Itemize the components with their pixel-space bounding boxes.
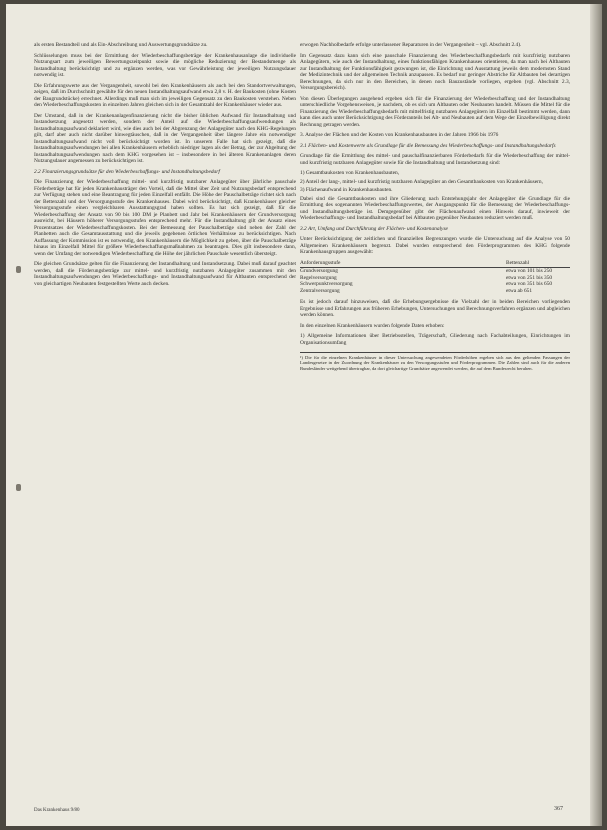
table-header: Bettenzahl bbox=[506, 260, 570, 268]
table-cell: Grundversorgung bbox=[300, 268, 338, 274]
list-item: 3) Flächenaufwand in Krankenhausbauten. bbox=[300, 187, 393, 193]
document-page bbox=[6, 4, 602, 826]
list-item: 1) Gesamtbaukosten von Krankenhausbauten, bbox=[300, 170, 400, 176]
paragraph: In den einzelnen Krankenhäusern wurden folgende Daten erhoben: bbox=[300, 322, 445, 329]
paragraph: Es ist jedoch darauf hinzuweisen, daß die Erhebungsergebnisse die Vielzahl der in beiden Bereichen vorliegenden Ergebnisse und Erfahrungen aus früheren Erhebungen, Untersuchungen und Berechnungsverfahren ergänzen und abgleichen werden können. bbox=[300, 299, 570, 318]
paragraph: Die Erfahrungswerte aus der Vergangenheit, sowohl bei den Krankenhäusern als auch bei den Standortverwaltungen, zeigen, daß im Durchschnitt gewählte für den neuen Instandhaltungsaufwand etwa 2,8 v. H. der Baukosten (ohne Kosten der Baugrundstücke) errechnet. Allerdings muß man sich im jeweiligen Gegensatz zu den Baukosten verstehen. Neben den Wiederbeschaffungskosten in einzelnen Jahren gleichen sich in der Gesamtzahl der Krankenhäuser wieder aus. bbox=[34, 82, 296, 108]
table-cell: etwa von 351 bis 650 bbox=[506, 281, 553, 287]
paragraph: Die gleichen Grundsätze gelten für die Finanzierung der Instandhaltung und Instandsetzung. Dabei muß darauf geachtet werden, daß die Förderungsbeträge zur mittel- und kurzfristig nutzbaren Anlagegüter zusammen mit den Instandhaltungsaufwendungen den Wiederbeschaffungs- und Instandhaltungsaufwand für Altbauten entsprechend der von gleichartigen Neubauten festgestellten Werte auch decken. bbox=[34, 261, 296, 287]
paragraph: Unter Berücksichtigung der zeitlichen und finanziellen Begrenzungen wurde die Untersuchung auf die Analyse von 50 Allgemeinen Krankenhäusern begrenzt. Dabei wurden entsprechend den Förderprogrammen des KHG folgende Krankenhausgruppen ausgewählt: bbox=[300, 236, 570, 255]
page-number: 367 bbox=[554, 806, 563, 812]
paragraph: Von diesen Überlegungen ausgehend ergeben sich für die Finanzierung der Wiederbeschaffung und der Instandhaltung unterschiedliche Vorgehensweisen, je nachdem, ob es sich um Altbauten oder Neubauten handelt. Müssen die Mittel für die Finanzierung des Wiederbeschaffungsbedarfs mit mittelfristig nutzbaren Anlagegütern im Einzelfall bestimmt werden, dann kann dies auch unter Berücksichtigung des Förderanteils bei Alt- und Neubauten auf dem Wege der Einzelbewilligung direkt Rechnung getragen werden. bbox=[300, 95, 570, 128]
table-cell: etwa von 101 bis 250 bbox=[506, 268, 553, 274]
table-cell: Schwerpunktversorgung bbox=[300, 281, 353, 287]
table-row bbox=[300, 288, 570, 295]
paragraph: 1) Allgemeine Informationen über Betriebsstellen, Trägerschaft, Gliederung nach Fachabteilungen, Einrichtungen im Organisationsumfang bbox=[300, 333, 570, 346]
list-item: 2) Anteil der lang-, mittel- und kurzfristig nutzbaren Anlagegüter an den Gesamtbaukosten von Krankenhäusern, bbox=[300, 178, 543, 185]
paragraph: Der Umstand, daß in der Krankenanlagenfinanzierung nicht die bisher üblichen Aufwand für Instandhaltung und Instandsetzung angesetzt werden, sondern der Anteil auf die Wiederbeschaffungsaufwendungen als Instandhaltungsaufwand deklariert wird, wie dies auch bei der Abgrenzung der Anlagegüter nach den KHG-Regelungen gilt, darf aber auch nicht darüber hinwegtäuschen, daß in der Vergangenheit über längere Jahre ein notwendiger Instandhaltungsaufwand nicht voll berücksichtigt worden ist. In unserem Falle hat sich gezeigt, daß die Instandhaltungsaufwendungen bei allen Krankenhäusern erheblich niedriger lagen als der Betrag, der zur Abgeltung der Instandhaltungsaufwendungen nach dem KHG vorgesehen ist – insbesondere in bei älteren Krankenanlagen deren Nutzungsdauer angemessen zu berücksichtigen ist. bbox=[34, 112, 296, 164]
footer-journal-name: Das Krankenhaus 9/80 bbox=[34, 808, 80, 813]
paragraph: Grundlage für die Ermittlung des mittel- und pauschalfinanzierbaren Förderbedarfs für die Wiederbeschaffung der mittel- und kurzfristig nutzbaren Anlagegüter sowie für die Instandhaltung und Instandsetzung sind: bbox=[300, 153, 570, 166]
table-header: Anforderungsstufe bbox=[300, 260, 506, 268]
paragraph: Die Finanzierung der Wiederbeschaffung mittel- und kurzfristig nutzbarer Anlagegüter über jährliche pauschale Förderbeträge hat für jeden Krankenhausträger den Vorteil, daß die Mittel über Zeit und Nutzungsbedarf entsprechend zur Verfügung stehen und eine Beantragung für jeden Einzelfall entfällt. Die Höhe der Pauschalbeträge richtet sich nach der Bettenzahl und der Versorgungsstufe des Krankenhauses. Dabei wird berücksichtigt, daß Krankenhäuser gleicher Versorgungsstufe einen vergleichbaren Ausstattungsgrad haben sollten. Es hat sich gezeigt, daß für die Wiederbeschaffung der Ansatz von 90 bis 100 DM je Planbett und Jahr bei Krankenhäusern der Grundversorgung ausreicht, bei Häusern höherer Versorgungsstufen entsprechend mehr. Für die Instandhaltung gilt der Ansatz eines Prozentsatzes der Wiederbeschaffungskosten. Bei der Bemessung der Pauschalbeträge sind neben der Zahl der Planbetten auch die Gesamtausstattung und die jeweils gegebenen örtlichen Verhältnisse zu berücksichtigen. Nach Auffassung der Kommission ist es notwendig, den Krankenhäusern die Möglichkeit zu geben, über die Pauschalbeträge hinaus im Einzelfall Mittel für größere Wiederbeschaffungsmaßnahmen zu beantragen. Dies gilt insbesondere dann, wenn der Umfang der notwendigen Wiederbeschaffung die Höhe der jährlichen Pauschale wesentlich übersteigt. bbox=[34, 179, 296, 257]
table-row bbox=[300, 268, 570, 275]
table-cell: Regelversorgung bbox=[300, 274, 337, 281]
paragraph: Schlüsselungen muss bei der Ermittlung der Wiederbeschaffungsbeträge der Krankenhausanlage die individuelle Nutzungsart zum jeweiligen Bewertungszeitpunkt sowie die mögliche Reduzierung der Bestandsmenge als Instandhaltung berücksichtigt und zu ergänzen werden, was vor Gewährleistung der jeweiligen Nutzungsdauer notwendig ist. bbox=[34, 52, 296, 78]
numbered-list bbox=[300, 170, 570, 194]
table-cell: etwa von 251 bis 350 bbox=[506, 274, 553, 281]
binding-hole bbox=[16, 484, 21, 491]
paragraph: erwogen Nachholbedarfe erfolge unterlassener Reparaturen in der Vergangenheit – vgl. Abschnitt 2.4). bbox=[300, 42, 522, 48]
section-heading: 3. Analyse der Flächen und der Kosten von Krankenhausbauten in der Jahren 1966 bis 1976 bbox=[300, 132, 499, 138]
left-column bbox=[34, 42, 296, 291]
paragraph: Dabei sind die Gesamtbaukosten und ihre Gliederung nach Entstehungsjahr der Anlagegüter die Grundlage für die Ermittlung des sogenannten Wiederbeschaffungswertes, der Ausgangspunkt für die Bemessung der Wiederbeschaffungs- und Instandhaltungsbeträge ist. Demgegenüber gibt der Flächenaufwand einen Hinweis darauf, inwieweit der Wiederbeschaffungs- und Instandhaltungsbedarf bei Altbauten gegenüber Neubauten reduziert werden muß. bbox=[300, 195, 570, 221]
right-column bbox=[300, 42, 570, 371]
hospital-group-table bbox=[300, 260, 570, 295]
section-heading: 3.1 Flächen- und Kostenwerte als Grundlage für die Bemessung des Wiederbeschaffungs- und Instandhaltungsbedarfs bbox=[300, 142, 556, 149]
section-heading: 3.2 Art, Umfang und Durchführung der Flächen- und Kostenanalyse bbox=[300, 225, 448, 232]
table-cell: etwa ab 651 bbox=[506, 287, 533, 294]
page-binding-shadow bbox=[590, 4, 602, 826]
binding-hole bbox=[16, 266, 21, 273]
paragraph: Im Gegensatz dazu kann sich eine pauschale Finanzierung des Wiederbeschaffungsbedarfs mit kurzfristig nutzbaren Anlagegütern, wie auch der Instandhaltung, eines funktionsfähigen Krankenhauses orientieren, da man nach bei Altbauten zur Instandhaltung der Funktionsfähigkeit gezwungen ist, die Einrichtung und Ausstattung jeweils dem modernsten Stand der Medizintechnik und der allgemeinen Technik anzupassen. Es bedarf nur geringer Abstriche für Altbauten bei derartigen Berechnungen, da sich nur in den Bereichen, in denen noch Bauzustände vorliegen, ergeben (vgl. Abschnitt 2.3, Versorgungsbereich). bbox=[300, 52, 570, 91]
section-heading: 2.2 Finanzierungsgrundsätze für den Wiederbeschaffungs- und Instandhaltungsbedarf bbox=[34, 168, 220, 175]
paragraph: als ersten Bestandteil und als Ein-Abschreibung und Auswertungsgrundsätze zu. bbox=[34, 42, 208, 48]
footnote: ¹) Die für die einzelnen Krankenhäuser in dieser Untersuchung angewendeten Förderhöhen ergeben sich aus den geltenden Fassungen der Landesgesetze in der Zuordnung der Krankenhäuser zu den Versorgungsstufen und Förderprogrammen. Die Zahlen sind auch für die anderen Bundesländer weitgehend übertragbar, da dort gleichartige Grundsätze angewendet werden, die auf dem Bundesrecht beruhen. bbox=[300, 352, 570, 371]
table-cell: Zentralversorgung bbox=[300, 287, 340, 294]
